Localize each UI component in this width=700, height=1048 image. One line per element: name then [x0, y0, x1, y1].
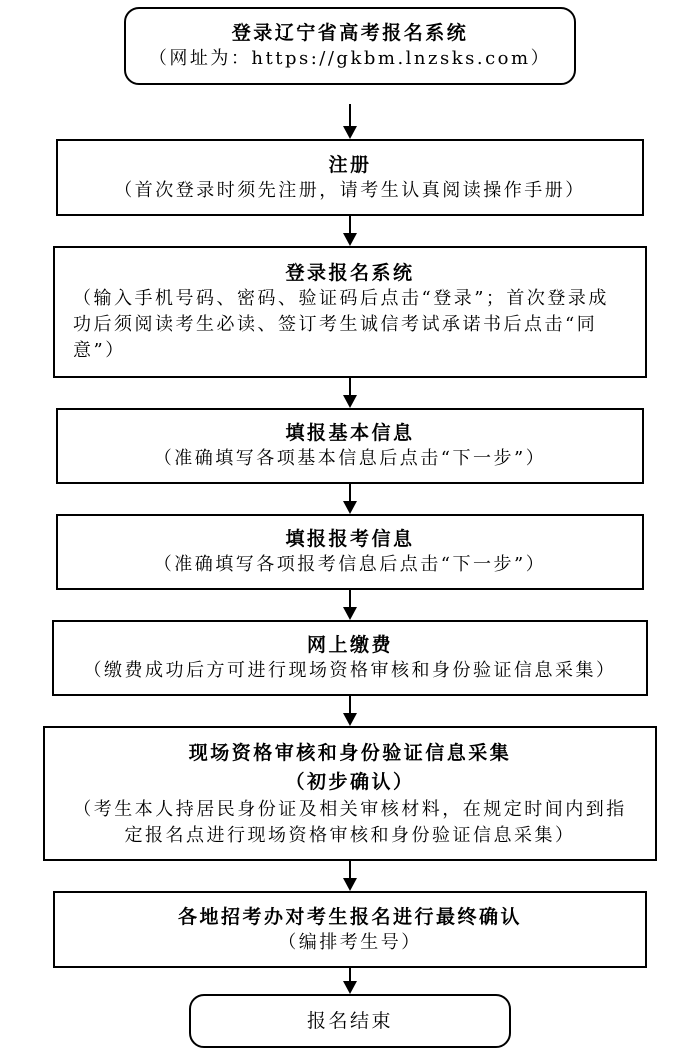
- flow-step-login-portal: [124, 7, 576, 85]
- arrow-line: [349, 968, 351, 981]
- step-body: （缴费成功后方可进行现场资格审核和身份验证信息采集）: [83, 660, 617, 681]
- step-body: （网址为：https://gkbm.lnzsks.com）: [148, 48, 552, 69]
- flow-step-final-confirmation: [53, 891, 647, 968]
- arrow-line: [349, 861, 351, 878]
- connector: [343, 484, 357, 514]
- arrow-down-icon: [343, 878, 357, 891]
- connector: [343, 968, 357, 994]
- step-title: 网上缴费: [306, 634, 393, 656]
- arrow-line: [349, 590, 351, 607]
- arrow-down-icon: [343, 501, 357, 514]
- connector: [343, 216, 357, 246]
- step-body: （准确填写各项报考信息后点击“下一步”）: [153, 554, 547, 575]
- arrow-down-icon: [343, 126, 357, 139]
- step-body: （编排考生号）: [278, 931, 422, 953]
- flow-step-fill-basic-info: [56, 408, 644, 484]
- flow-step-online-payment: [52, 620, 648, 696]
- step-body: （输入手机号码、密码、验证码后点击“登录”；首次登录成功后须阅读考生必读、签订考生诚信考试承诺书后点击“同意”）: [73, 288, 609, 361]
- step-subtitle: （初步确认）: [285, 770, 415, 793]
- step-title: 登录辽宁省高考报名系统: [231, 22, 469, 44]
- flow-step-registration-end: [189, 994, 511, 1048]
- step-title: 现场资格审核和身份验证信息采集: [188, 741, 512, 764]
- arrow-down-icon: [343, 607, 357, 620]
- step-body: （首次登录时须先注册，请考生认真阅读操作手册）: [114, 179, 586, 201]
- step-title: 填报基本信息: [285, 422, 415, 444]
- step-title: 登录报名系统: [285, 262, 415, 284]
- arrow-down-icon: [343, 395, 357, 408]
- arrow-line: [349, 484, 351, 501]
- step-title: 报名结束: [306, 1010, 393, 1032]
- arrow-down-icon: [343, 981, 357, 994]
- flow-step-fill-exam-info: [56, 514, 644, 590]
- step-title: 各地招考办对考生报名进行最终确认: [177, 905, 522, 928]
- arrow-line: [349, 104, 351, 126]
- arrow-down-icon: [343, 233, 357, 246]
- step-body: （考生本人持居民身份证及相关审核材料，在规定时间内到指定报名点进行现场资格审核和身份验证信息采集）: [73, 798, 627, 846]
- arrow-line: [349, 696, 351, 713]
- connector: [343, 696, 357, 726]
- arrow-line: [349, 378, 351, 395]
- connector: [343, 378, 357, 408]
- step-body: （准确填写各项基本信息后点击“下一步”）: [153, 448, 547, 469]
- step-title: 填报报考信息: [285, 528, 415, 550]
- flow-step-onsite-verification: [43, 726, 657, 861]
- arrow-down-icon: [343, 713, 357, 726]
- connector: [343, 861, 357, 891]
- connector: [343, 590, 357, 620]
- arrow-line: [349, 216, 351, 233]
- step-title: 注册: [328, 153, 372, 176]
- flow-step-register: [56, 139, 644, 216]
- connector: [343, 85, 357, 139]
- flow-step-login-system: [53, 246, 647, 378]
